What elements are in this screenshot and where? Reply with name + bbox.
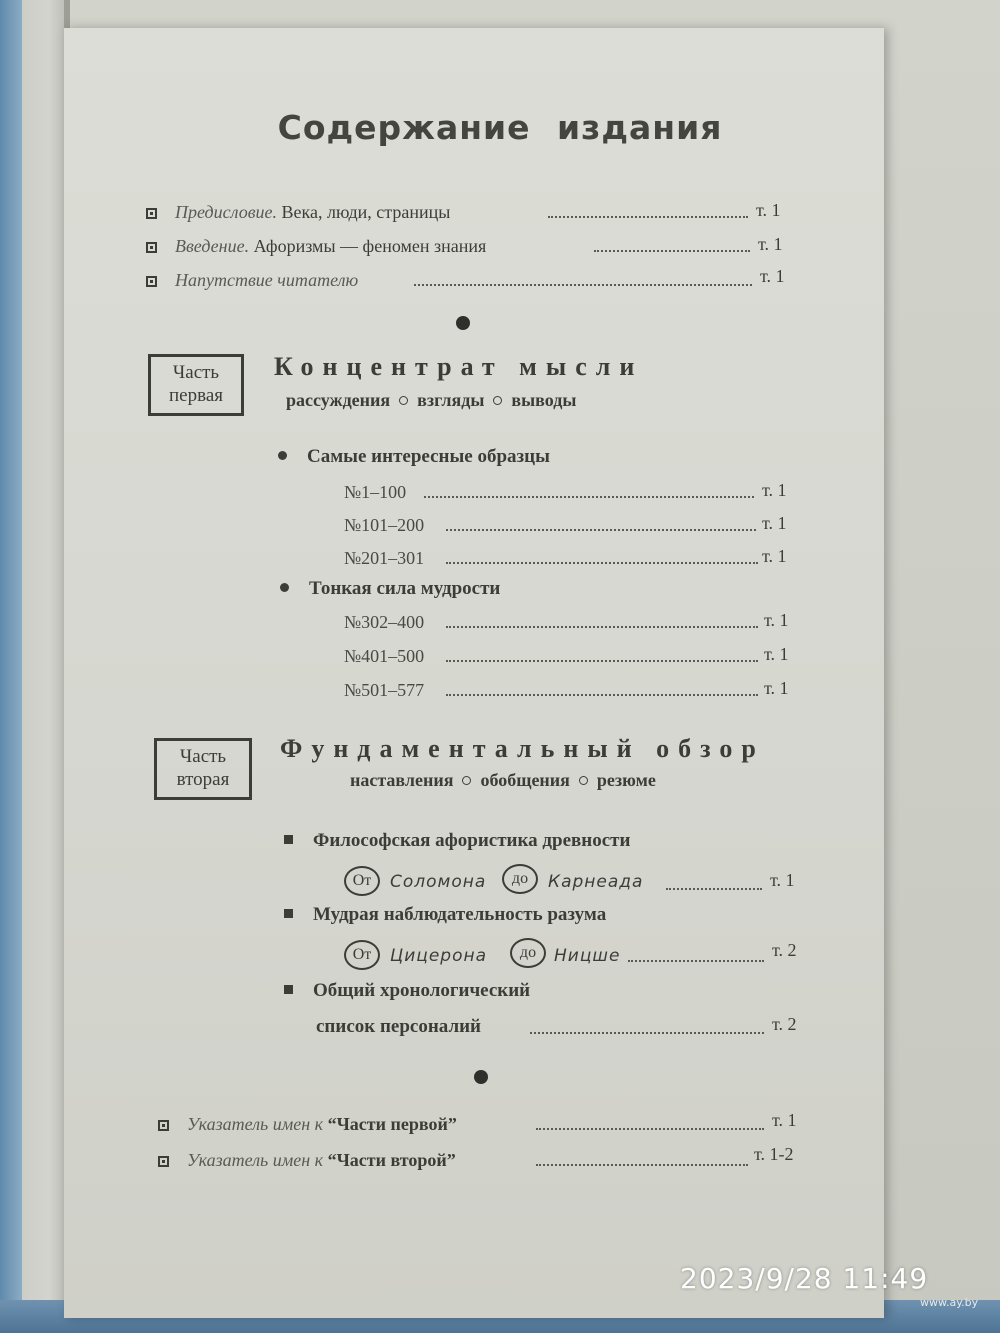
entry-bold: “Части второй” [327,1150,456,1170]
page-ref: т. 1 [764,610,789,630]
dot-leader [414,284,752,286]
subtitle-word: обобщения [480,770,570,790]
section-heading [278,446,550,468]
toc-entry-index-part-one [158,1114,457,1135]
entry-italic: Указатель имен к [187,1150,324,1170]
circled-from: От [344,866,380,896]
page-title: Содержание издания [277,108,723,147]
entry-italic: Напутствие читателю [175,270,359,290]
part-one-subtitle [286,390,576,411]
square-bullet-icon [146,208,157,219]
page-ref: т. 1 [764,678,789,698]
section-heading-text: Самые интересные образцы [307,446,550,467]
page-ref: т. 1 [770,870,795,890]
circle-separator-icon [399,396,408,405]
dot-leader [536,1128,764,1130]
photo-date-stamp: 2023/9/28 11:49 [680,1262,929,1295]
toc-entry-introduction [146,236,486,257]
dot-leader [666,888,762,890]
page-ref: т. 1 [758,234,783,254]
page-ref: т. 1 [762,513,787,533]
handwritten-name: Цицерона [390,946,488,966]
page-ref: т. 1 [762,480,787,500]
subtitle-word: наставления [350,770,454,790]
part-two-label-box [154,738,252,800]
handwritten-name: Соломона [390,872,487,892]
section-heading-text: Философская афористика древности [313,830,631,851]
page-ref: т. 1-2 [754,1144,794,1164]
dot-leader [530,1032,764,1034]
entry-italic: Указатель имен к [187,1114,324,1134]
part-label-line1: Часть [179,746,227,767]
entry-italic: Введение. [175,236,250,256]
range-entry: №101–200 [344,515,425,535]
square-bullet-icon [284,835,293,844]
square-bullet-icon [284,909,293,918]
dot-leader [628,960,764,962]
entry-bold: “Части первой” [327,1114,457,1134]
part-label-line2: первая [169,385,223,406]
part-label-line1: Часть [172,362,220,383]
dot-leader [446,694,758,696]
subtitle-word: рассуждения [286,390,391,410]
toc-entry-reader-note [146,270,358,291]
square-bullet-icon [146,276,157,287]
section-heading-text: Общий хронологический [313,980,531,1001]
part-one-title: Концентрат мысли [274,352,644,381]
separator-dot [474,1070,488,1084]
section-heading [284,904,606,926]
subtitle-word: резюме [596,770,656,790]
range-entry: №501–577 [344,680,425,700]
range-entry: №1–100 [344,482,407,502]
square-bullet-icon [158,1120,169,1131]
handwritten-name: Ницше [554,946,621,966]
watermark: www.ay.by [920,1296,979,1309]
circle-separator-icon [579,776,588,785]
page-ref: т. 2 [772,940,797,960]
dot-leader [594,250,750,252]
entry-text: Века, люди, страницы [281,202,451,222]
entry-italic: Предисловие. [175,202,278,222]
toc-entry-preface [146,202,450,223]
handwritten-name: Карнеада [548,872,644,892]
section-heading-text: Мудрая наблюдательность разума [313,904,607,925]
circle-separator-icon [462,776,471,785]
square-bullet-icon [146,242,157,253]
dot-leader [446,626,758,628]
dot-leader [536,1164,748,1166]
page-ref: т. 2 [772,1014,797,1034]
range-entry: №201–301 [344,548,425,568]
circled-from: От [344,940,380,970]
dot-leader [446,562,758,564]
square-bullet-icon [284,985,293,994]
part-one-label-box [148,354,244,416]
left-cover-strip [0,0,22,1333]
subtitle-word: выводы [511,390,577,410]
left-page-edge [0,0,70,1333]
page-ref: т. 1 [772,1110,797,1130]
circled-to: до [510,938,546,968]
section-heading [284,980,530,1002]
subtitle-word: взгляды [417,390,485,410]
dot-leader [548,216,748,218]
entry-text: Афоризмы — феномен знания [253,236,487,256]
dot-leader [446,529,756,531]
range-entry: №401–500 [344,646,425,666]
toc-entry-index-part-two [158,1150,456,1171]
section-heading-text: Тонкая сила мудрости [309,578,501,599]
part-two-subtitle [350,770,656,791]
section-heading [284,830,630,852]
dot-leader [424,496,754,498]
square-bullet-icon [158,1156,169,1167]
page-ref: т. 1 [764,644,789,664]
dot-leader [446,660,758,662]
separator-dot [456,316,470,330]
page-ref: т. 1 [760,266,785,286]
circle-separator-icon [493,396,502,405]
range-entry: №302–400 [344,612,425,632]
section-heading-cont: список персоналий [316,1016,482,1037]
round-bullet-icon [280,583,289,592]
part-label-line2: вторая [176,769,230,790]
page-ref: т. 1 [756,200,781,220]
section-heading [280,578,500,600]
round-bullet-icon [278,451,287,460]
circled-to: до [502,864,538,894]
page-ref: т. 1 [762,546,787,566]
part-two-title: Фундаментальный обзор [280,734,765,763]
